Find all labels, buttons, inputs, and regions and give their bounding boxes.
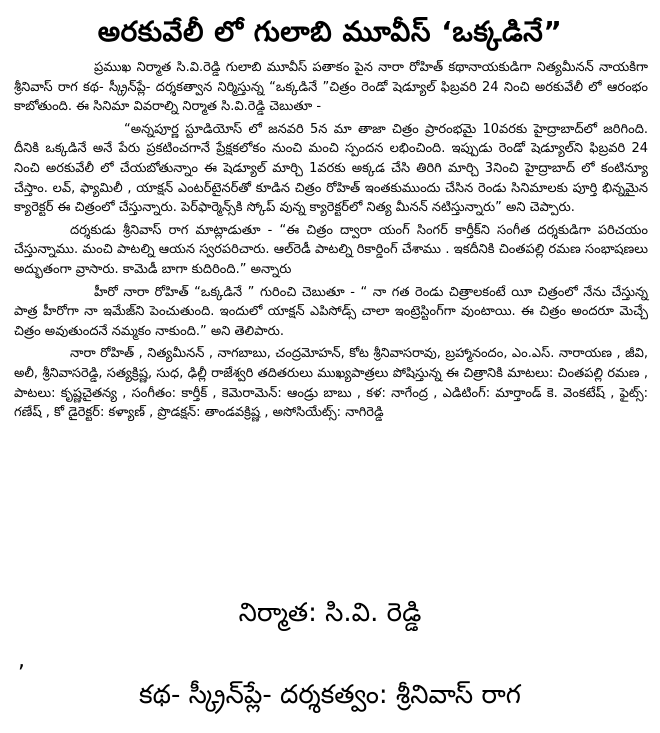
director-credit: కథ- స్క్రీన్‌ప్లే- దర్శకత్వం: శ్రీనివాస్ రాగ [139, 680, 521, 710]
producer-credit: నిర్మాత: సి.వి. రెడ్డి [238, 598, 422, 628]
paragraph-director-quote: దర్శకుడు శ్రీనివాస్ రాగ మాట్లాడుతూ - “ఈ చిత్రం ద్వారా యంగ్ సింగర్ కార్తీక్‌ని సంగీత దర్శకుడిగా పరిచయం చేస్తున్నాము. మంచి పాటల్ని ఆయన స్వరపరిచారు. ఆల్‌రెడీ పాటల్ని రికార్డింగ్ చేశాము . ఇకదీనికి చింతపల్లి రమణ సంభాషణలు అద్భుతంగా వ్రాసారు. కామెడీ బాగా కుదిరింది.” అన్నారు [14, 222, 648, 277]
paragraph-hero-quote: హీరో నారా రోహిత్ “ఒక్కడినే ” గురించి చెబుతూ - “ నా గత రెండు చిత్రాలకంటే యీ చిత్రంలో నేను చేస్తున్న పాత్ర హీరోగా నా ఇమేజ్‌ని పెంచుతుంది. ఇందులో యాక్షన్ ఎపిసోడ్స్ చాలా ఇంట్రెస్టింగ్‌గా వుంటాయి. ఈ చిత్రం అందరూ మెచ్చే చిత్రం అవుతుందనే నమ్మకం నాకుంది.” అని తెలిపారు. [14, 284, 648, 339]
article-title: అరకువేలీ లో గులాబి మూవీస్ ‘ఒక్కడినే” [97, 15, 563, 48]
article-body [14, 58, 648, 426]
stray-mark: , [18, 648, 25, 673]
paragraph-producer-quote: “అన్నపూర్ణ స్టూడియోస్ లో జనవరి 5న మా తాజా చిత్రం ప్రారంభమై 10వరకు హైద్రాబాద్‌లో జరిగింది. దీనికి ఒక్కడినే అనే పేరు ప్రకటించగానే ప్రేక్షకలోకం నుంచి మంచి స్పందన లభించింది. ఇప్పుడు రెండో షెడ్యూల్‌ని ఫిబ్రవరి 24 నించి అరకువేలీ లో చేయబోతున్నాం ఈ షెడ్యూల్ మార్చి 1వరకు అక్కడ చేసి తిరిగి మార్చి 3నించి హైద్రాబాద్ లో కంటిన్యూ చేస్తాం. లవ్, ఫ్యామిలీ , యాక్షన్ ఎంటర్‌టైనర్‌తో కూడిన చిత్రం రోహిత్ ఇంతకుముందు చేసిన రెండు సినిమాలకు పూర్తి భిన్నమైన క్యారెక్టర్ ఈ చిత్రంలో చేస్తున్నారు. పెర్‌ఫార్మెన్స్‌కి స్కోప్ వున్న క్యారెక్టర్‌లో నిత్య మీనన్ నటిస్తున్నారు” అని చెప్పారు. [14, 121, 648, 216]
paragraph-cast-crew: నారా రోహిత్ , నిత్యమీనన్ , నాగబాబు, చంద్రమోహన్, కోట శ్రీనివాసరావు, బ్రహ్మానందం, ఎం.ఎస్. నారాయణ , జీవి, అలీ, శ్రీనివాసరెడ్డి, సత్యక్రిష్ణ, సుధ, ఢిల్లీ రాజేశ్వరి తదితరులు ముఖ్యపాత్రలు పోషిస్తున్న ఈ చిత్రానికి మాటలు: చింతపల్లి రమణ , పాటలు: కృష్ణచైతన్య , సంగీతం: కార్తీక్ , కెమెరామెన్: ఆండ్రు బాబు , కళ: నాగేంద్ర , ఎడిటింగ్: మార్తాండ్ కె. వెంకటేష్ , ఫైట్స్: గణేష్ , కో డైరెక్టర్: కళ్యాణ్ , ప్రొడక్షన్: తాండవక్రిష్ణ , అసోసియేట్స్: నాగిరెడ్డి [14, 346, 648, 421]
paragraph-intro: ప్రముఖ నిర్మాత సి.వి.రెడ్డి గులాబి మూవీస్ పతాకం పైన నారా రోహిత్ కథానాయకుడిగా నిత్యమీనన్ నాయకిగా శ్రీనివాస్ రాగ కథ- స్క్రీన్‌ప్లే- దర్శకత్వాన నిర్మిస్తున్న “ఒక్కడినే ”చిత్రం రెండో షెడ్యూల్ ఫిబ్రవరి 24 నించి అరకువేలీ లో ఆరంభం కాబోతుంది. ఈ సినిమా వివరాల్ని నిర్మాత సి.వి.రెడ్డి చెబుతూ - [14, 60, 648, 115]
